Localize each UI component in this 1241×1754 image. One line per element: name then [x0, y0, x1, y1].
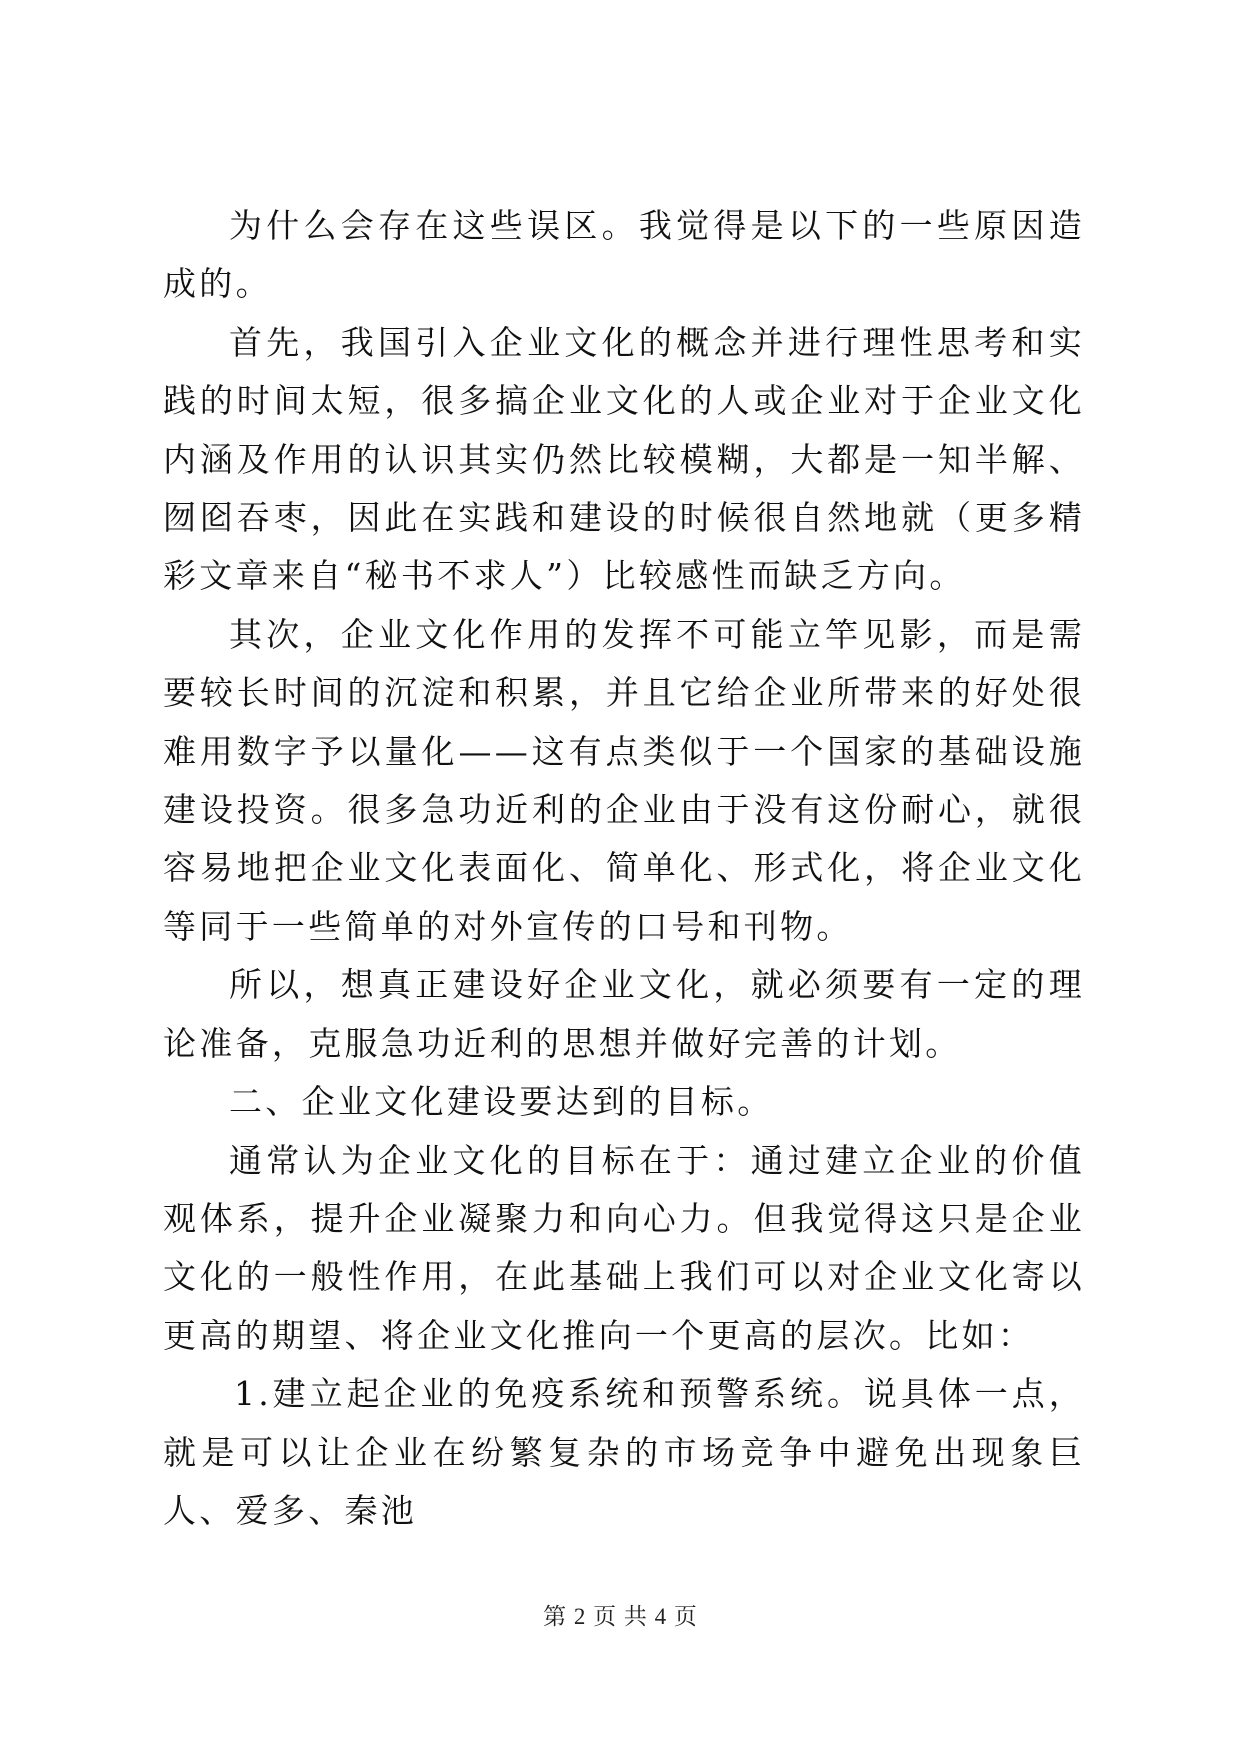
- paragraph-2: 首先，我国引入企业文化的概念并进行理性思考和实践的时间太短，很多搞企业文化的人或企业对于企业文化内涵及作用的认识其实仍然比较模糊，大都是一知半解、囫囵吞枣，因此在实践和建设的时候很自然地就（更多精彩文章来自“秘书不求人”）比较感性而缺乏方向。: [163, 322, 1085, 596]
- paragraph-3: 其次，企业文化作用的发挥不可能立竿见影，而是需要较长时间的沉淀和积累，并且它给企业所带来的好处很难用数字予以量化——这有点类似于一个国家的基础设施建设投资。很多急功近利的企业由于没有这份耐心，就很容易地把企业文化表面化、简单化、形式化，将企业文化等同于一些简单的对外宣传的口号和刊物。: [163, 614, 1085, 946]
- paragraph-4: 所以，想真正建设好企业文化，就必须要有一定的理论准备，克服急功近利的思想并做好完善的计划。: [163, 965, 1085, 1063]
- list-item-1: 1.建立起企业的免疫系统和预警系统。说具体一点，就是可以让企业在纷繁复杂的市场竞争中避免出现象巨人、爱多、秦池: [163, 1374, 1085, 1530]
- page-footer: [0, 1602, 1241, 1632]
- paragraph-1: 为什么会存在这些误区。我觉得是以下的一些原因造成的。: [163, 206, 1085, 304]
- document-body: [163, 197, 1085, 1540]
- paragraph-5: 通常认为企业文化的目标在于：通过建立企业的价值观体系，提升企业凝聚力和向心力。但我觉得这只是企业文化的一般性作用，在此基础上我们可以对企业文化寄以更高的期望、将企业文化推向一个更高的层次。比如：: [163, 1140, 1085, 1355]
- page-number: 第 2 页 共 4 页: [543, 1604, 698, 1629]
- section-heading: 二、企业文化建设要达到的目标。: [229, 1082, 774, 1122]
